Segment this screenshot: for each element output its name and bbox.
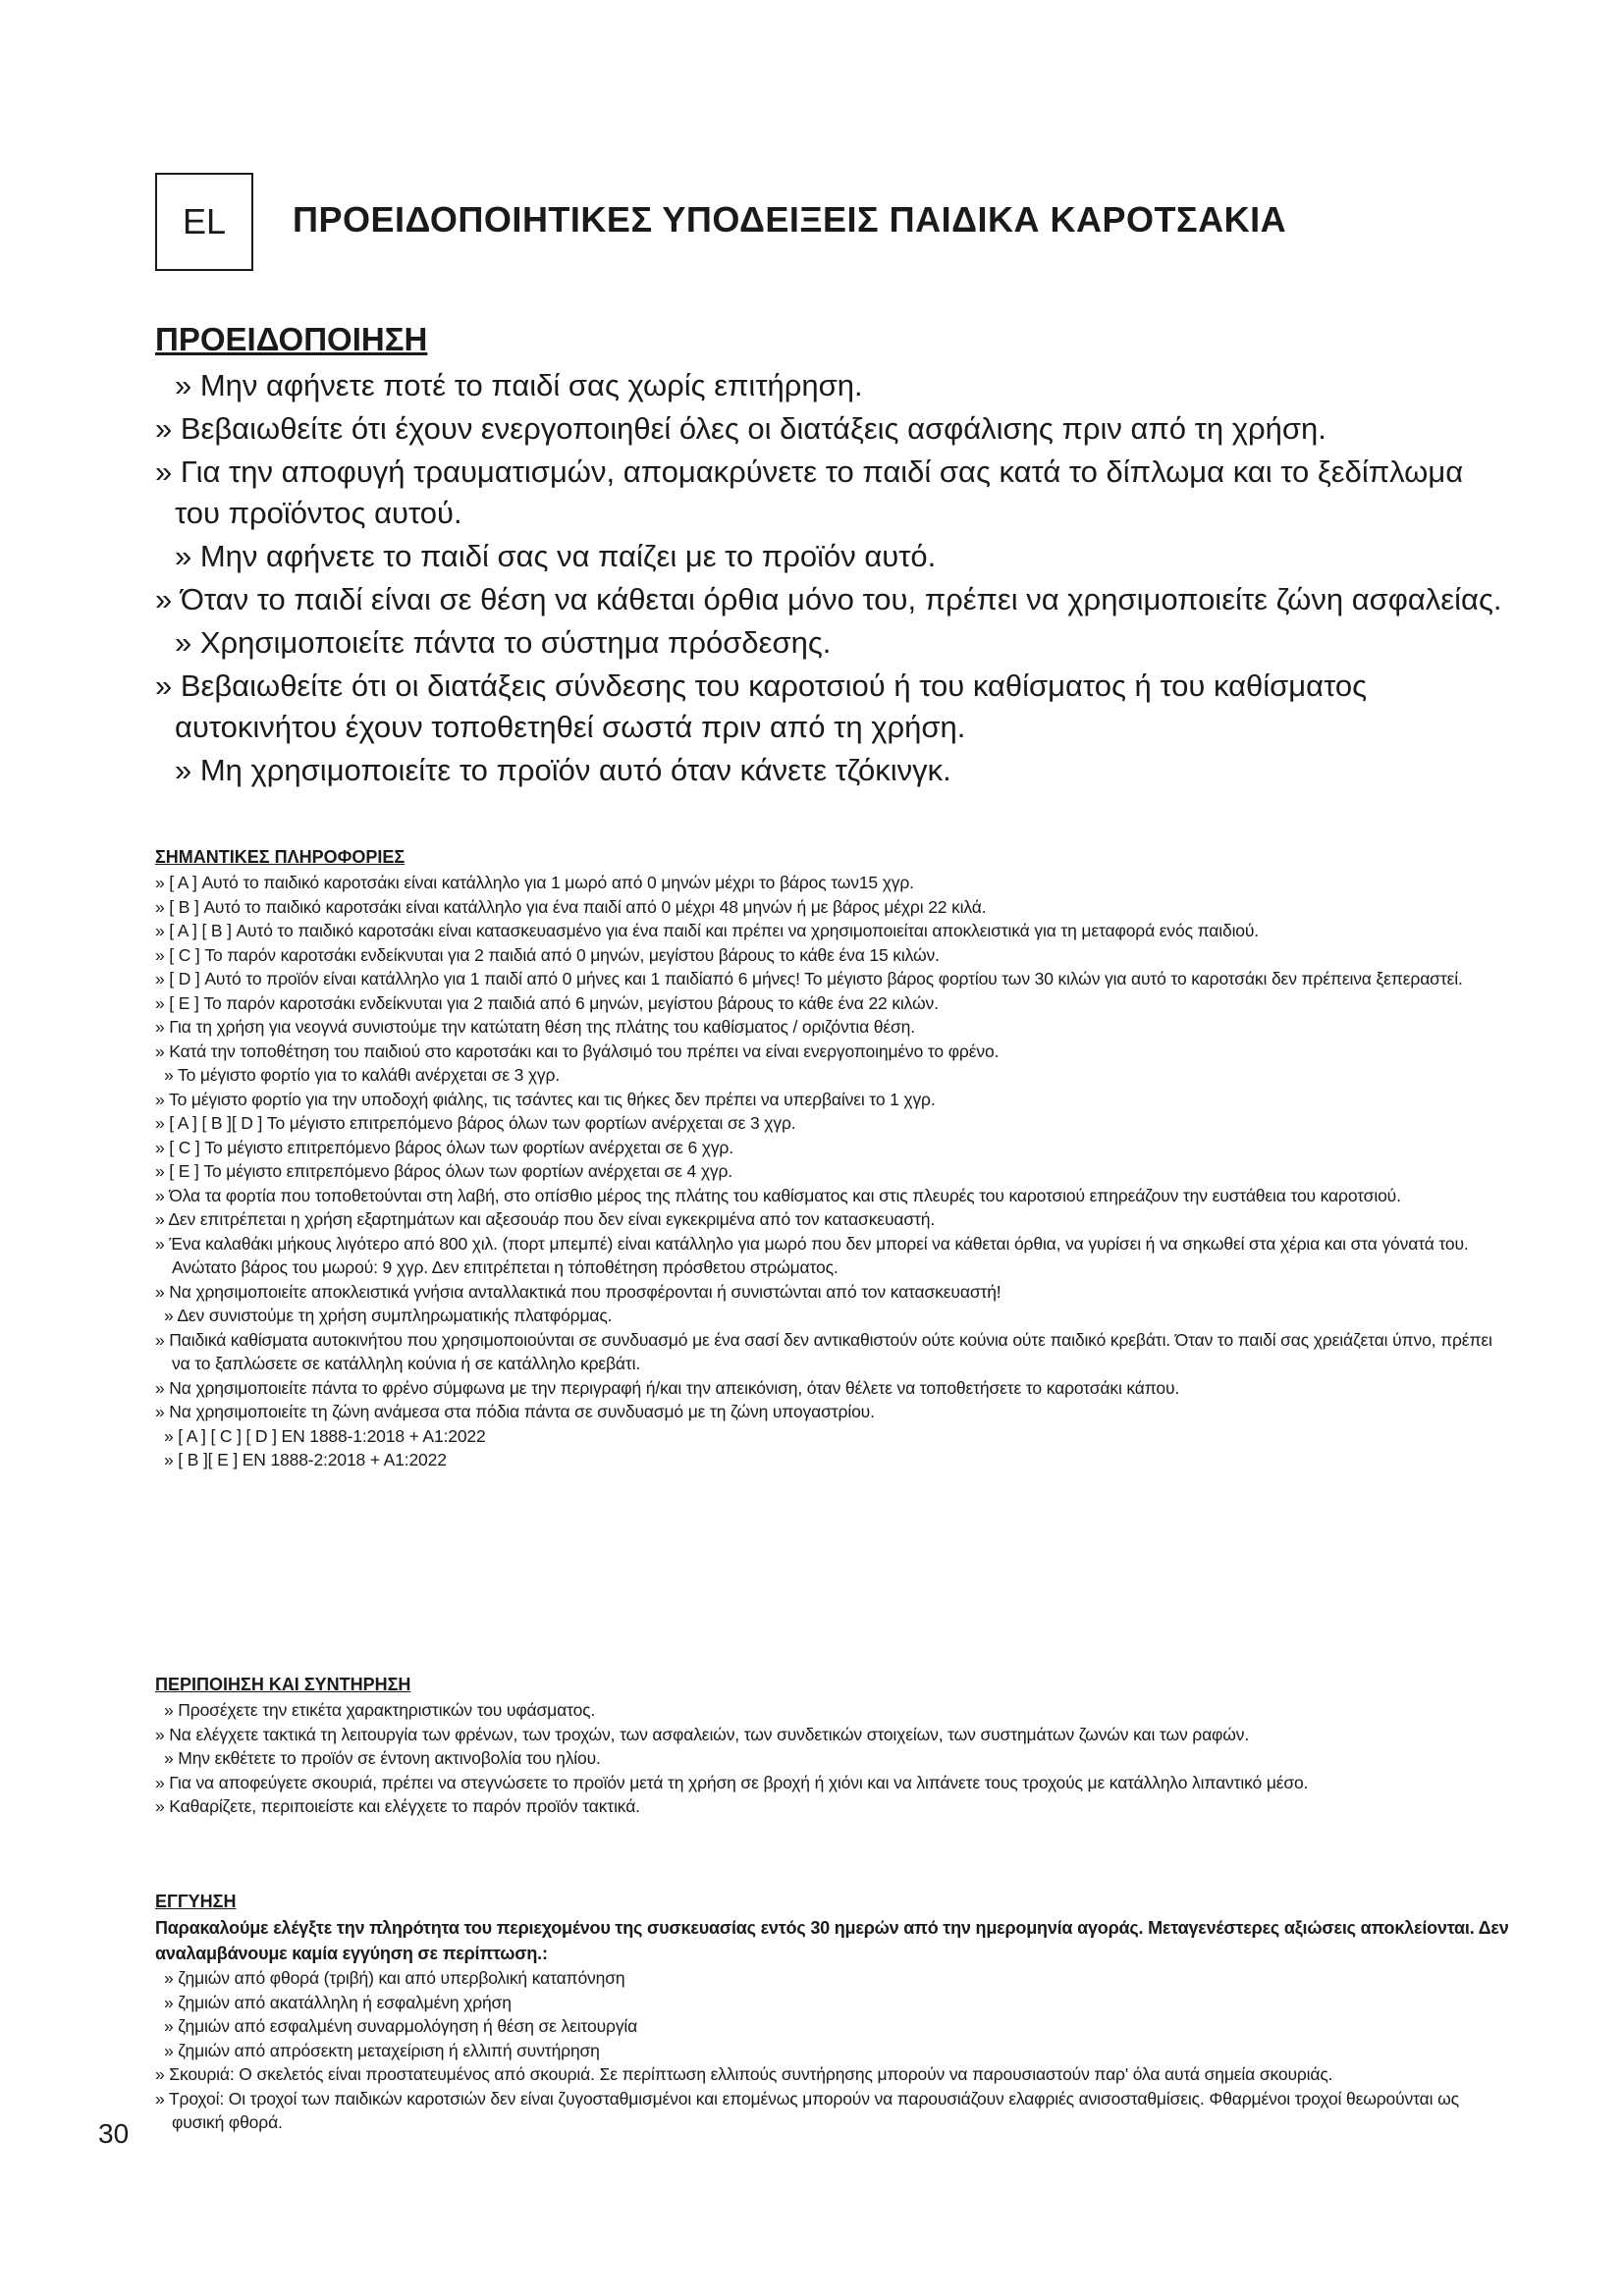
document-title: ΠΡΟΕΙΔΟΠΟΙΗΤΙΚΕΣ ΥΠΟΔΕΙΞΕΙΣ ΠΑΙΔΙΚΑ ΚΑΡΟΤΣΑΚΙΑ <box>293 199 1287 240</box>
warning-item: » Μη χρησιμοποιείτε το προϊόν αυτό όταν κάνετε τζόκινγκ. <box>175 752 951 787</box>
warranty-heading: ΕΓΓΥΗΣΗ <box>155 1892 237 1911</box>
warning-item: » Μην αφήνετε το παιδί σας να παίζει με το προϊόν αυτό. <box>175 538 937 573</box>
info-item: » [ A ] Αυτό το παιδικό καροτσάκι είναι κατάλληλο για 1 μωρό από 0 μηνών μέχρι το βάρος των15 χγρ. <box>155 873 914 893</box>
care-heading: ΠΕΡΙΠΟΙΗΣΗ ΚΑΙ ΣΥΝΤΗΡΗΣΗ <box>155 1675 411 1694</box>
info-item: » [ D ] Αυτό το προϊόν είναι κατάλληλο για 1 παιδί από 0 μήνες και 1 παιδίαπό 6 μήνες! Το μέγιστο βάρος φορτίου των 30 κιλών για αυτό το καροτσάκι δεν πρέπεινα ξεπεραστεί. <box>155 969 1463 989</box>
warning-item: » Μην αφήνετε ποτέ το παιδί σας χωρίς επιτήρηση. <box>175 367 863 402</box>
warning-item: » Για την αποφυγή τραυματισμών, απομακρύνετε το παιδί σας κατά το δίπλωμα και το ξεδίπλωμα του προϊόντος αυτού. <box>155 454 1464 530</box>
care-item: » Για να αποφεύγετε σκουριά, πρέπει να στεγνώσετε το προϊόν μετά τη χρήση σε βροχή ή χιόνι και να λιπάνετε τους τροχούς με κατάλληλο λιπαντικό μέσο. <box>155 1772 1309 1792</box>
info-item: » [ A ] [ B ][ D ] Το μέγιστο επιτρεπόμενο βάρος όλων των φορτίων ανέρχεται σε 3 χγρ. <box>155 1113 796 1134</box>
info-item: » Για τη χρήση για νεογνά συνιστούμε την κατώτατη θέση της πλάτης του καθίσματος / οριζόντια θέση. <box>155 1017 915 1038</box>
care-item: » Μην εκθέτετε το προϊόν σε έντονη ακτινοβολία του ηλίου. <box>164 1748 601 1769</box>
info-item: » Δεν συνιστούμε τη χρήση συμπληρωματικής πλατφόρμας. <box>164 1306 613 1326</box>
warranty-item: » ζημιών από απρόσεκτη μεταχείριση ή ελλιπή συντήρηση <box>164 2040 600 2060</box>
warning-heading: ΠΡΟΕΙΔΟΠΟΙΗΣΗ <box>155 321 428 357</box>
warranty-intro: Παρακαλούμε ελέγξτε την πληρότητα του περιεχομένου της συσκευασίας εντός 30 ημερών από την ημερομηνία αγοράς. Μεταγενέστερες αξιώσεις αποκλείονται. Δεν αναλαμβάνουμε καμία εγγύηση σε περίπτωση.: <box>155 1918 1509 1964</box>
warning-section <box>155 320 1510 791</box>
care-section <box>155 1674 1510 1819</box>
info-item: » [ C ] Το παρόν καροτσάκι ενδείκνυται για 2 παιδιά από 0 μηνών, μεγίστου βάρους το κάθε ένα 15 κιλών. <box>155 944 940 965</box>
info-item: » Όλα τα φορτία που τοποθετούνται στη λαβή, στο οπίσθιο μέρος της πλάτης του καθίσματος και στις πλευρές του καροτσιού επηρεάζουν την ευστάθεια του καροτσιού. <box>155 1185 1401 1205</box>
info-item: » Ένα καλαθάκι μήκους λιγότερο από 800 χιλ. (πορτ μπεμπέ) είναι κατάλληλο για μωρό που δεν μπορεί να κάθεται όρθια, να γυρίσει ή να σηκωθεί στα χέρια και στα γόνατά του. Ανώτατο βάρος του μωρού: 9 χγρ. Δεν επιτρέπεται η τόποθέτηση πρόσθετου στρώματος. <box>155 1233 1469 1278</box>
info-item: » [ B ] Αυτό το παιδικό καροτσάκι είναι κατάλληλο για ένα παιδί από 0 μέχρι 48 μηνών ή με βάρος μέχρι 22 κιλά. <box>155 896 987 917</box>
important-info-section <box>155 846 1510 1472</box>
warning-item: » Όταν το παιδί είναι σε θέση να κάθεται όρθια μόνο του, πρέπει να χρησιμοποιείτε ζώνη ασφαλείας. <box>155 581 1502 616</box>
warranty-section <box>155 1891 1510 2135</box>
info-item: » Δεν επιτρέπεται η χρήση εξαρτημάτων και αξεσουάρ που δεν είναι εγκεκριμένα από τον κατασκευαστή. <box>155 1209 936 1230</box>
language-code-box <box>155 173 253 271</box>
warranty-item: » ζημιών από φθορά (τριβή) και από υπερβολική καταπόνηση <box>164 1968 625 1989</box>
warranty-item: » ζημιών από εσφαλμένη συναρμολόγηση ή θέση σε λειτουργία <box>164 2016 638 2037</box>
info-item: » [ C ] Το μέγιστο επιτρεπόμενο βάρος όλων των φορτίων ανέρχεται σε 6 χγρ. <box>155 1137 733 1157</box>
info-item: » Παιδικά καθίσματα αυτοκινήτου που χρησιμοποιούνται σε συνδυασμό με ένα σασί δεν αντικαθιστούν ούτε κούνια ούτε παιδικό κρεβάτι. Όταν το παιδί σας χρειάζεται ύπνο, πρέπει να το ξαπλώσετε σε κατάλληλη κούνια ή σε κατάλληλο κρεβάτι. <box>155 1329 1492 1374</box>
warranty-item: » Τροχοί: Οι τροχοί των παιδικών καροτσιών δεν είναι ζυγοσταθμισμένοι και επομένως μπορούν να παρουσιάζουν ελαφριές ανισοσταθμίσεις. Φθαρμένοι τροχοί θεωρούνται ως φυσική φθορά. <box>155 2088 1459 2133</box>
page-number: 30 <box>98 2118 130 2149</box>
important-info-heading: ΣΗΜΑΝΤΙΚΕΣ ΠΛΗΡΟΦΟΡΙΕΣ <box>155 847 406 867</box>
warranty-item: » Σκουριά: Ο σκελετός είναι προστατευμένος από σκουριά. Σε περίπτωση ελλιπούς συντήρησης μπορούν να παρουσιαστούν παρ' όλα αυτά σημεία σκουριάς. <box>155 2064 1333 2085</box>
info-item: » Να χρησιμοποιείτε αποκλειστικά γνήσια ανταλλακτικά που προσφέρονται ή συνιστώνται από τον κατασκευαστή! <box>155 1281 1001 1302</box>
info-item: » Το μέγιστο φορτίο για την υποδοχή φιάλης, τις τσάντες και τις θήκες δεν πρέπει να υπερβαίνει το 1 χγρ. <box>155 1089 936 1109</box>
info-item: » [ A ] [ B ] Αυτό το παιδικό καροτσάκι είναι κατασκευασμένο για ένα παιδί και πρέπει να χρησιμοποιείται αποκλειστικά για τη μεταφορά ενός παιδιού. <box>155 921 1260 941</box>
info-item: » Να χρησιμοποιείτε τη ζώνη ανάμεσα στα πόδια πάντα σε συνδυασμό με τη ζώνη υπογαστρίου. <box>155 1402 875 1422</box>
info-item: » Το μέγιστο φορτίο για το καλάθι ανέρχεται σε 3 χγρ. <box>164 1065 561 1086</box>
care-item: » Να ελέγχετε τακτικά τη λειτουργία των φρένων, των τροχών, των ασφαλειών, των συνδετικών στοιχείων, των συστημάτων ζωνών και των ραφών. <box>155 1724 1250 1744</box>
info-item: » Κατά την τοποθέτηση του παιδιού στο καροτσάκι και το βγάλσιμό του πρέπει να είναι ενεργοποιημένο το φρένο. <box>155 1041 1000 1061</box>
care-item: » Καθαρίζετε, περιποιείστε και ελέγχετε το παρόν προϊόν τακτικά. <box>155 1796 640 1817</box>
info-item: » [ E ] Το μέγιστο επιτρεπόμενο βάρος όλων των φορτίων ανέρχεται σε 4 χγρ. <box>155 1161 732 1182</box>
standard-item: » [ A ] [ C ] [ D ] EN 1888-1:2018 + A1:2022 <box>164 1425 486 1446</box>
language-code: EL <box>182 201 227 241</box>
warranty-item: » ζημιών από ακατάλληλη ή εσφαλμένη χρήση <box>164 1992 512 2012</box>
warning-item: » Βεβαιωθείτε ότι έχουν ενεργοποιηθεί όλες οι διατάξεις ασφάλισης πριν από τη χρήση. <box>155 410 1326 446</box>
standard-item: » [ B ][ E ] EN 1888-2:2018 + A1:2022 <box>164 1450 447 1470</box>
care-item: » Προσέχετε την ετικέτα χαρακτηριστικών του υφάσματος. <box>164 1700 596 1721</box>
warning-item: » Χρησιμοποιείτε πάντα το σύστημα πρόσδεσης. <box>175 624 832 660</box>
info-item: » Να χρησιμοποιείτε πάντα το φρένο σύμφωνα με την περιγραφή ή/και την απεικόνιση, όταν θέλετε να τοποθετήσετε το καροτσάκι κάπου. <box>155 1377 1180 1398</box>
warning-item: » Βεβαιωθείτε ότι οι διατάξεις σύνδεσης του καροτσιού ή του καθίσματος ή του καθίσματος αυτοκινήτου έχουν τοποθετηθεί σωστά πριν από τη χρήση. <box>155 667 1368 744</box>
info-item: » [ E ] Το παρόν καροτσάκι ενδείκνυται για 2 παιδιά από 6 μηνών, μεγίστου βάρους το κάθε ένα 22 κιλών. <box>155 992 939 1013</box>
